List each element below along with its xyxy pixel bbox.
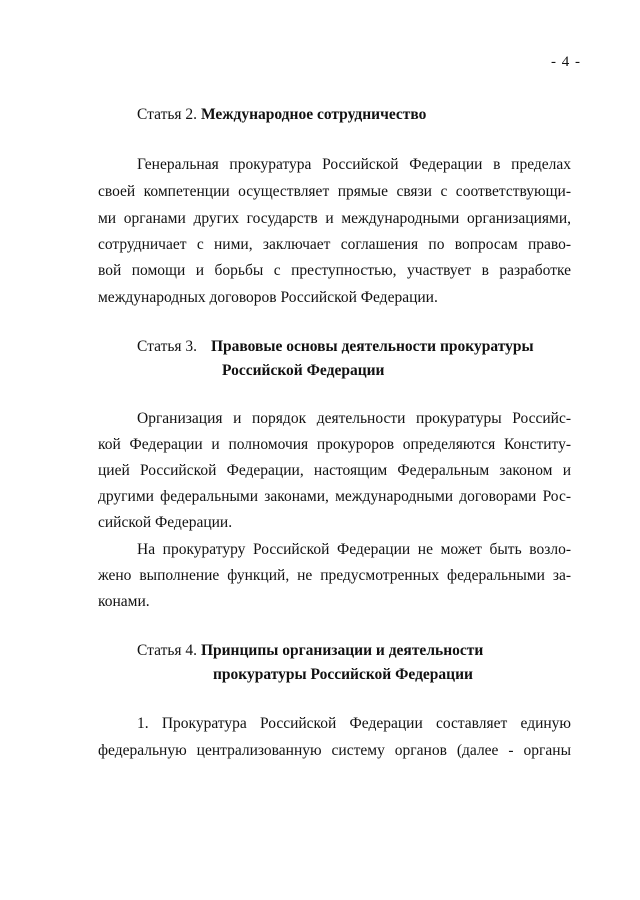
text-line: кой Федерации и полномочия прокуроров определяются Конститу- <box>98 436 571 453</box>
text-line: сийской Федерации. <box>98 514 233 531</box>
text-line: федеральную централизованную систему органов (далее - органы <box>98 742 571 759</box>
article-3-title-line-1: Правовые основы деятельности прокуратуры <box>210 338 534 355</box>
text-line: Генеральная прокуратура Российской Федерации в пределах <box>137 156 571 173</box>
text-line: своей компетенции осуществляет прямые связи с соответствующи- <box>98 183 571 200</box>
text-line: ми органами других государств и международными организациями, <box>98 210 571 227</box>
text-line: вой помощи и борьбы с преступностью, участвует в разработке <box>98 262 571 279</box>
text-line: международных договоров Российской Федерации. <box>98 289 438 306</box>
article-3-number: Статья 3. <box>137 338 198 355</box>
text-line: Организация и порядок деятельности прокуратуры Российс- <box>137 410 571 427</box>
text-line: жено выполнение функций, не предусмотренных федеральными за- <box>98 567 571 584</box>
page-number: - 4 - <box>551 54 581 70</box>
article-4-heading <box>137 642 483 660</box>
article-3-title-line-2: Российской Федерации <box>222 362 385 379</box>
article-4-title-line-1: Принципы организации и деятельности <box>200 642 484 659</box>
article-2-number: Статья 2. <box>137 106 198 123</box>
article-2-title: Международное сотрудничество <box>200 106 427 123</box>
text-line: конами. <box>98 593 150 610</box>
article-4-number: Статья 4. <box>137 642 198 659</box>
article-2-heading <box>137 106 426 124</box>
text-line: сотрудничает с ними, заключает соглашения по вопросам право- <box>98 236 571 253</box>
text-line: На прокуратуру Российской Федерации не может быть возло- <box>137 541 571 558</box>
text-line: другими федеральными законами, международными договорами Рос- <box>98 488 571 505</box>
text-line: цией Российской Федерации, настоящим Федеральным законом и <box>98 462 571 479</box>
text-line: 1. Прокуратура Российской Федерации составляет единую <box>137 715 571 732</box>
article-4-title-line-2: прокуратуры Российской Федерации <box>213 666 473 683</box>
article-3-heading <box>137 338 534 356</box>
